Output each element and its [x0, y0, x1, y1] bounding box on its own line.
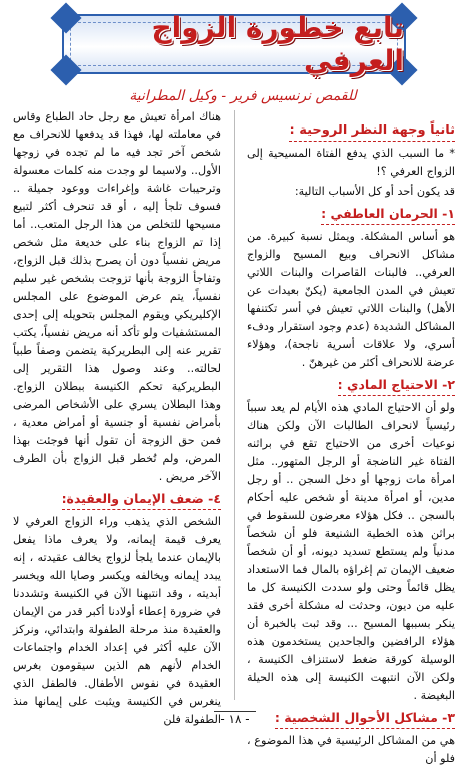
subheading-material: ٢- الاحتياج المادي :	[338, 376, 455, 396]
column-divider	[234, 110, 235, 700]
left-column	[13, 108, 221, 731]
reasons-intro: قد يكون أحد أو كل الأسباب التالية:	[294, 185, 455, 198]
title-banner	[62, 11, 408, 77]
paragraph-emotional: هو أساس المشكلة. ويمثل نسبة كبيرة. من مشاكل الانحراف وبيع المسيح والزواج العرفي.. فالبنات القاصرات والبنات اللاتي تعيش في المدن الجامعية (يكنّ بعيدات عن الأهل) والبنات اللاتي تعيش في أسر تكتنفها المشاكل الشديدة (عدم وجود استقرار ودفء أسري، ولا علاقات أسرية ناجحة)، وهؤلاء عرضة للانحراف أكثر من غيرهنّ .	[247, 230, 455, 369]
paragraph-weak-faith: الشخص الذي يذهب وراء الزواج العرفي لا يعرف قيمة إيمانه، ولا يعرف ماذا يفعل بالإيمان عندما يلجأ لزواج يخالف عقيدته ، إنه يبدد إيمانه ويخالفه ويكسر وصايا الله ويخسر أبديته ، وقد انتبهنا الآن في الكنيسة وتشددنا في ضرورة إعطاء أولادنا أكبر قدر من الإيمان والعقيدة منذ مرحلة الطفولة وابتدائي، ونركز الآن عليه أكثر في إعداد الخدام واجتماعات الخدام لأنهم هم الذين سيقومون بغرس العقيدة في نفوس الأطفال. فالطفل الذي ينغرس في الكنيسة ويثبت على إيمانها منذ الطفولة فلن	[13, 515, 221, 726]
title-frame	[62, 11, 406, 77]
right-column	[247, 120, 455, 770]
subheading-weak-faith: ٤- ضعف الإيمان والعقيدة:	[62, 490, 221, 510]
paragraph-continuation: هناك امرأة تعيش مع رجل حاد الطباع وقاس في معاملته لها، فهذا قد يدفعها للانحراف مع شخص آخر تجد فيه ما لم تجده في زوجها الأول.. ولاسيما لو وجدت منه كلمات معسولة وترحيبات غاشة وإغراءات ووعود جميلة .. فسوف تلجأ إليه ، أو قد تنحرف أكثر لتبيع مسيحها للتخلص من هذا الرجل المتعب.. أما إذا تم الزواج بناء على خديعة مثل شخص مريض نفسياً دون أن يصرح بذلك قبل الزواج، وتفاجأ الزوجة بأنها تزوجت بشخص غير سليم نفسياً، يتم عرض الموضوع على المجلس الإكليريكي ويقوم المجلس بتحويله إلى إحدى المستشفيات ولو تأكد أنه مريض نفسياً، يكتب تقرير عنه إلى البطريركية يتضمن وصفاً طبياً لحالته.. وعند وصول هذا التقرير إلى البطريركية تحكم الكنيسة ببطلان الزواج. وهذا البطلان يسري على الأشخاص المرضى بأمراض نفسية أو جنسية أو أمراض معدية ، فمن حق الزوجة أن تقول أنها فوجئت بهذا المرض، ولم تُخطر قبل الزواج بأن الطرف الآخر مريض .	[13, 110, 221, 483]
page-number: - ١٨ -	[0, 712, 470, 726]
section-heading: ثانياً وجهة النظر الروحية :	[289, 122, 455, 142]
page-title: تابع خطورة الزواج العرفي	[151, 11, 404, 77]
paragraph-personal-status: هي من المشاكل الرئيسية في هذا الموضوع ، فلو أن	[247, 734, 455, 765]
subheading-personal-status: ٣- مشاكل الأحوال الشخصية :	[275, 709, 455, 729]
author-line: للقمص نرنسيس فرير - وكيل المطرانية	[129, 88, 357, 104]
subheading-emotional: ١- الحرمان العاطفي :	[321, 205, 455, 225]
paragraph-material: ولو أن الاحتياج المادي هذه الأيام لم يعد سبباً رئيسياً لانحراف الطالبات الآن ولكن هناك نوعيات أخرى من الاحتياج تقع في براثنه الفتاة غير الناضجة أو الرجل المتهور.. مثل امرأة مات زوجها أو دخل السجن .. أو رجل مدين، أو امرأة مدينة أو شخص عليه أحكام بالسجن .. فكل هؤلاء معرضون للسقوط في براثن هذه الخطية الشنيعة فلو أن شخصاً مدنياً ولم يستطع تسديد ديونه، أو أن شخصاً ضعيف الإيمان تم إغراؤه بالمال فما الاستعداد يظل قائماً وحتى ولو سددت الكنيسة كل ما عليه من ديون، وحدثت له مشكلة أخرى فقد ينكر بسببها المسيح ... وقد ثبت بالخبرة أن هؤلاء الرافضين والجاحدين يستخدمون هذه الوسيلة كورقة ضغط لاستنزاف الكنيسة ، ولكن الآن انتبهت الكنيسة إلى هذه الحيلة البغيضة .	[247, 401, 455, 702]
question-paragraph: * ما السبب الذي يدفع الفتاة المسيحية إلى الزواج العرفي ؟!	[247, 147, 455, 178]
